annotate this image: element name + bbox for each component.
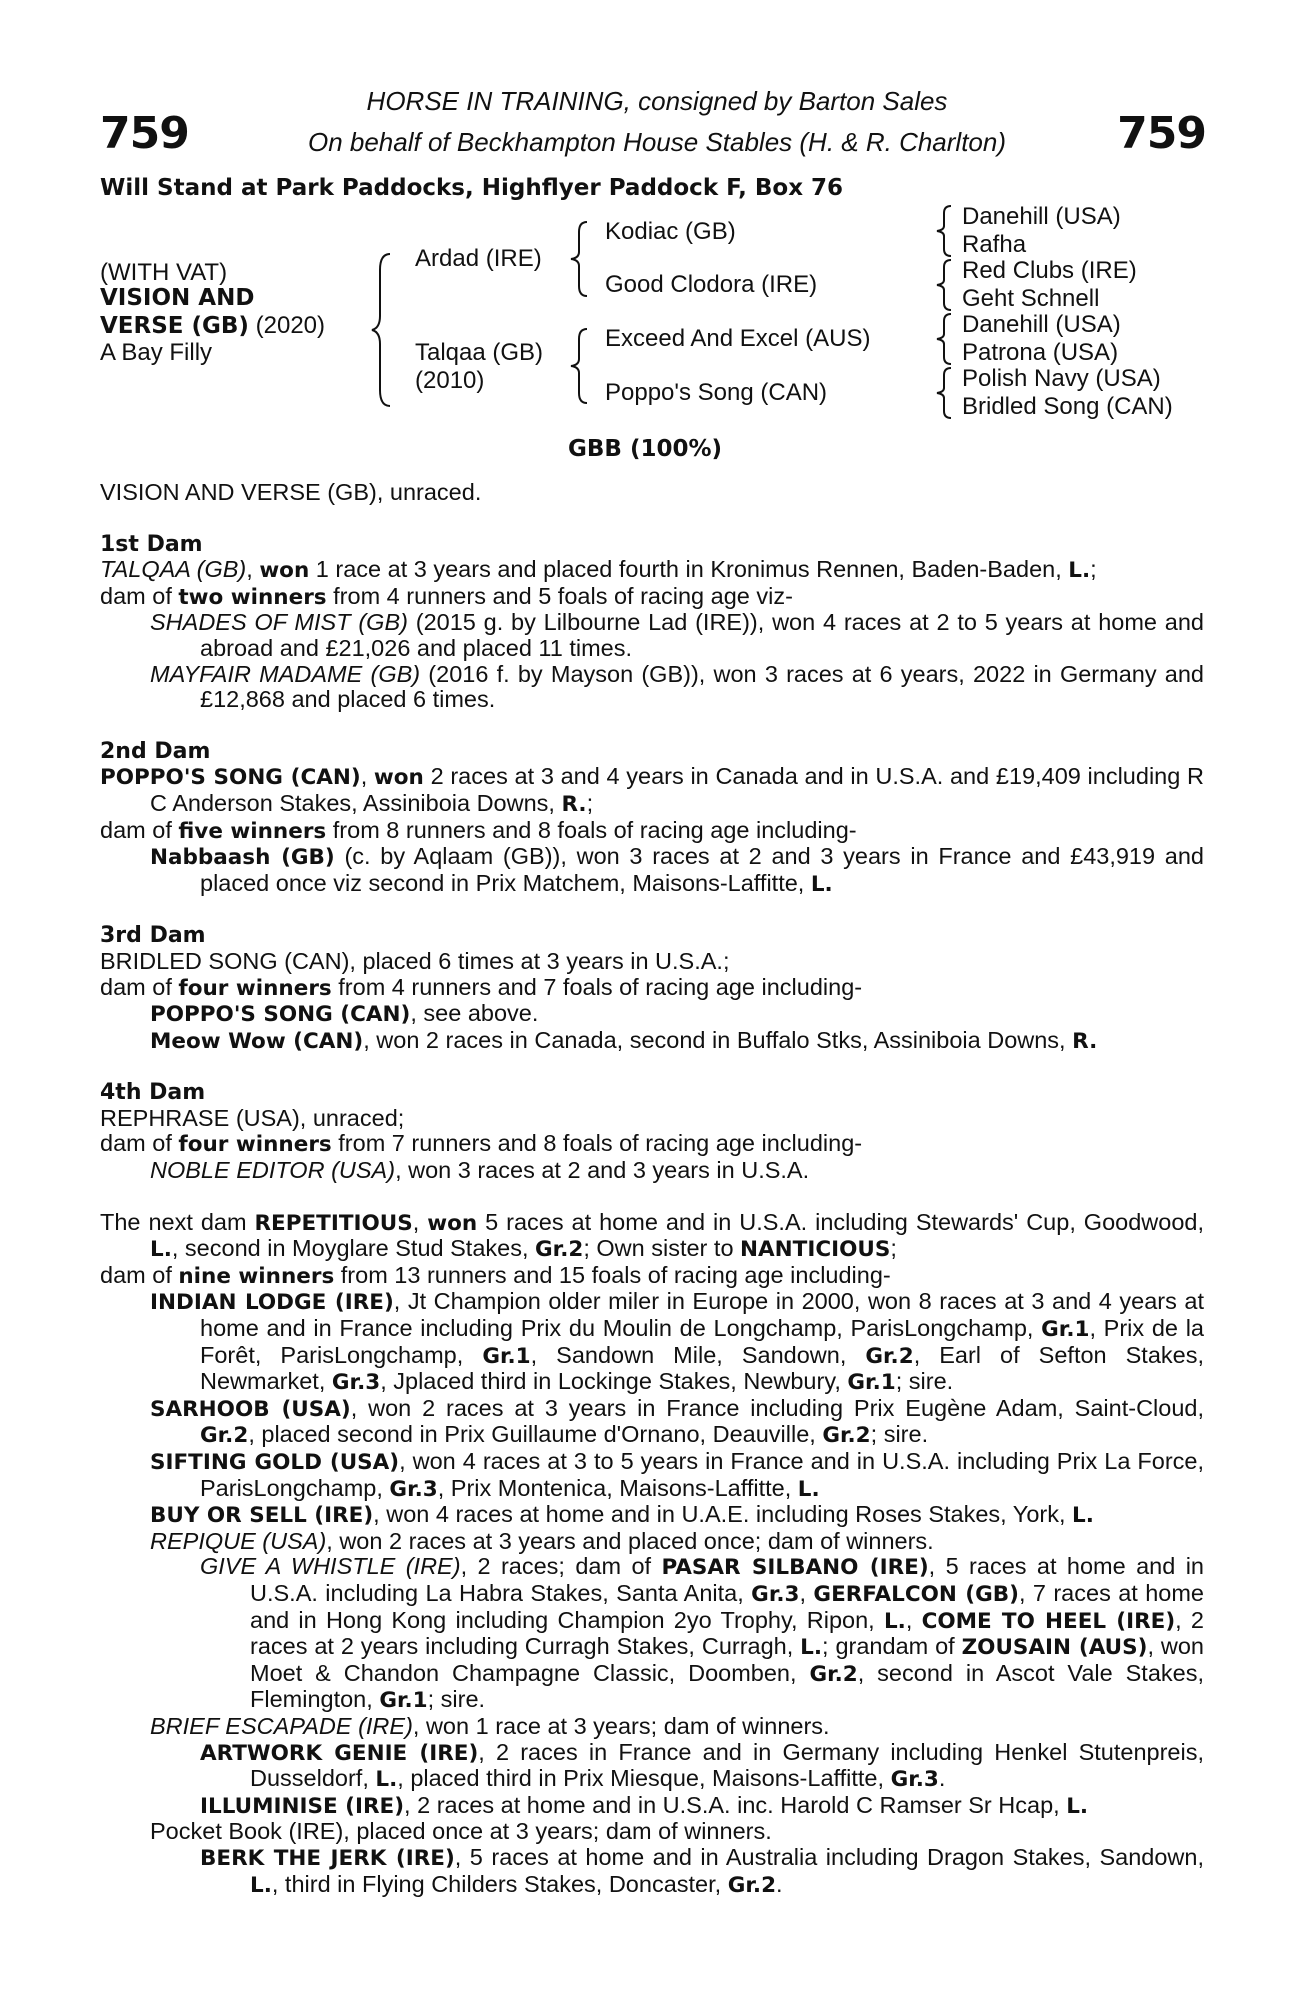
great-grandparent: Danehill (USA) [962,203,1121,230]
produce-entry-grand: BERK THE JERK (IRE), 5 races at home and in Australia including Dragon Stakes, Sandown, L., third in Flying Childers Stakes, Doncaster, Gr.2. [200,1843,1204,1898]
lot-number-left: 759 [100,108,189,159]
produce-entry: SHADES OF MIST (GB) (2015 g. by Lilbourne Lad (IRE)), won 4 races at 2 to 5 years at home and abroad and £21,026 and placed 11 times. [150,609,1204,661]
great-grandparent: Bridled Song (CAN) [962,393,1173,420]
first-dam-produce-summary: dam of two winners from 4 runners and 5 foals of racing age viz- [100,582,793,610]
sire: Ardad (IRE) [415,245,542,272]
produce-entry: MAYFAIR MADAME (GB) (2016 f. by Mayson (GB)), won 3 races at 6 years, 2022 in Germany and £12,868 and placed 6 times. [150,660,1204,713]
location-line: Will Stand at Park Paddocks, Highflyer Paddock F, Box 76 [100,175,844,201]
pedigree-brace-g2 [933,257,955,313]
produce-entry-grand: ILLUMINISE (IRE), 2 races at home and in U.S.A. inc. Harold C Ramser Sr Hcap, L. [200,1791,1089,1819]
pedigree-brace-g4 [933,365,955,421]
dam-sire: Exceed And Excel (AUS) [605,325,871,352]
third-dam-produce-summary: dam of four winners from 4 runners and 7 foals of racing age including- [100,973,863,1001]
produce-entry: Pocket Book (IRE), placed once at 3 years; dam of winners. [150,1818,772,1845]
produce-entry: Meow Wow (CAN), won 2 races in Canada, second in Buffalo Stks, Assiniboia Downs, R. [150,1026,1098,1054]
race-record: VISION AND VERSE (GB), unraced. [100,479,482,505]
produce-entry: SIFTING GOLD (USA), won 4 races at 3 to 5 years in France and in U.S.A. including Prix La Force, ParisLongchamp, Gr.3, Prix Montenica, Maisons-Laffitte, L. [150,1448,1204,1502]
third-dam-heading: 3rd Dam [100,923,206,949]
pedigree-brace-g1 [933,203,955,259]
second-dam-heading: 2nd Dam [100,738,211,764]
produce-entry: POPPO'S SONG (CAN), see above. [150,1000,539,1028]
great-grandparent: Rafha [962,231,1027,258]
produce-entry: BUY OR SELL (IRE), won 4 races at home and in U.A.E. including Roses Stakes, York, L. [150,1501,1094,1529]
great-grandparent: Polish Navy (USA) [962,365,1161,392]
horse-name-line1: VISION AND [100,285,255,311]
produce-entry: NOBLE EDITOR (USA), won 3 races at 2 and 3 years in U.S.A. [150,1157,810,1184]
sire-sire: Kodiac (GB) [605,218,736,245]
produce-entry-grand: GIVE A WHISTLE (IRE), 2 races; dam of PASAR SILBANO (IRE), 5 races at home and in U.S.A. including La Habra Stakes, Santa Anita, Gr.3, GERFALCON (GB), 7 races at home and in Hong Kong including Champion 2yo Trophy, Ripon, L., COME TO HEEL (IRE), 2 races at 2 years including Curragh Stakes, Curragh, L.; grandam of ZOUSAIN (AUS), won Moet & Chandon Champagne Classic, Doomben, Gr.2, second in Ascot Vale Stakes, Flemington, Gr.1; sire. [200,1553,1204,1714]
produce-entry-grand: ARTWORK GENIE (IRE), 2 races in France and in Germany including Henkel Stutenpreis, Dusseldorf, L., placed third in Prix Miesque, Maisons-Laffitte, Gr.3. [200,1738,1204,1793]
catalogue-notes [100,480,1204,1898]
fourth-dam-produce-summary: dam of four winners from 7 runners and 8 foals of racing age including- [100,1130,863,1158]
dam-dam: Poppo's Song (CAN) [605,379,828,406]
lot-number-right: 759 [1117,108,1206,159]
first-dam-heading: 1st Dam [100,531,203,557]
consignor-heading: On behalf of Beckhampton House Stables (H. & R. Charlton) [307,127,1006,157]
great-grandparent: Geht Schnell [962,285,1100,312]
pedigree-brace-sire [565,218,593,300]
produce-entry: INDIAN LODGE (IRE), Jt Champion older miler in Europe in 2000, won 8 races at 3 and 4 years at home and in France including Prix du Moulin de Longchamp, ParisLongchamp, Gr.1, Prix de la Forêt, ParisLongchamp, Gr.1, Sandown Mile, Sandown, Gr.2, Earl of Sefton Stakes, Newmarket, Gr.3, Jplaced third in Lockinge Stakes, Newbury, Gr.1; sire. [150,1288,1204,1396]
dam: Talqaa (GB) [415,339,544,366]
produce-entry: REPIQUE (USA), won 2 races at 3 years and placed once; dam of winners. [150,1527,934,1554]
second-dam-produce-summary: dam of five winners from 8 runners and 8 foals of racing age including- [100,816,857,844]
fourth-dam-record: REPHRASE (USA), unraced; [100,1104,405,1131]
pedigree-brace-dam [565,325,593,407]
first-dam-record: TALQAA (GB), won 1 race at 3 years and placed fourth in Kronimus Rennen, Baden-Baden, L.; [100,556,1097,584]
third-dam-record: BRIDLED SONG (CAN), placed 6 times at 3 years in U.S.A.; [100,947,730,974]
vat-label: (WITH VAT) [100,259,228,286]
great-grandparent: Red Clubs (IRE) [962,257,1137,284]
next-dam-produce-summary: dam of nine winners from 13 runners and 15 foals of racing age including- [100,1261,891,1289]
second-dam-record: POPPO'S SONG (CAN), won 2 races at 3 and 4 years in Canada and in U.S.A. and £19,409 including R C Anderson Stakes, Assiniboia Downs, R.; [100,763,1204,817]
horse-description: A Bay Filly [100,339,213,366]
produce-entry: SARHOOB (USA), won 2 races at 3 years in France including Prix Eugène Adam, Saint-Cloud, Gr.2, placed second in Prix Guillaume d'Ornano, Deauville, Gr.2; sire. [150,1394,1204,1449]
dam-year: (2010) [415,367,485,394]
great-grandparent: Danehill (USA) [962,311,1121,338]
pedigree-brace-1 [368,250,398,410]
great-grandparent: Patrona (USA) [962,339,1119,366]
pedigree-brace-g3 [933,311,955,367]
sire-dam: Good Clodora (IRE) [605,271,818,298]
consignment-heading: HORSE IN TRAINING, consigned by Barton Sales [366,86,948,116]
produce-entry: Nabbaash (GB) (c. by Aqlaam (GB)), won 3 races at 2 and 3 years in France and £43,919 and placed once viz second in Prix Matchem, Maisons-Laffitte, L. [150,843,1204,897]
produce-entry: BRIEF ESCAPADE (IRE), won 1 race at 3 years; dam of winners. [150,1712,830,1739]
fourth-dam-heading: 4th Dam [100,1080,206,1106]
horse-name-line2: VERSE (GB) (2020) [100,312,325,339]
next-dam-record: The next dam REPETITIOUS, won 5 races at home and in U.S.A. including Stewards' Cup, Goodwood, L., second in Moyglare Stud Stakes, Gr.2; Own sister to NANTICIOUS; [100,1208,1204,1263]
breeding-percentage: GBB (100%) [568,436,723,462]
